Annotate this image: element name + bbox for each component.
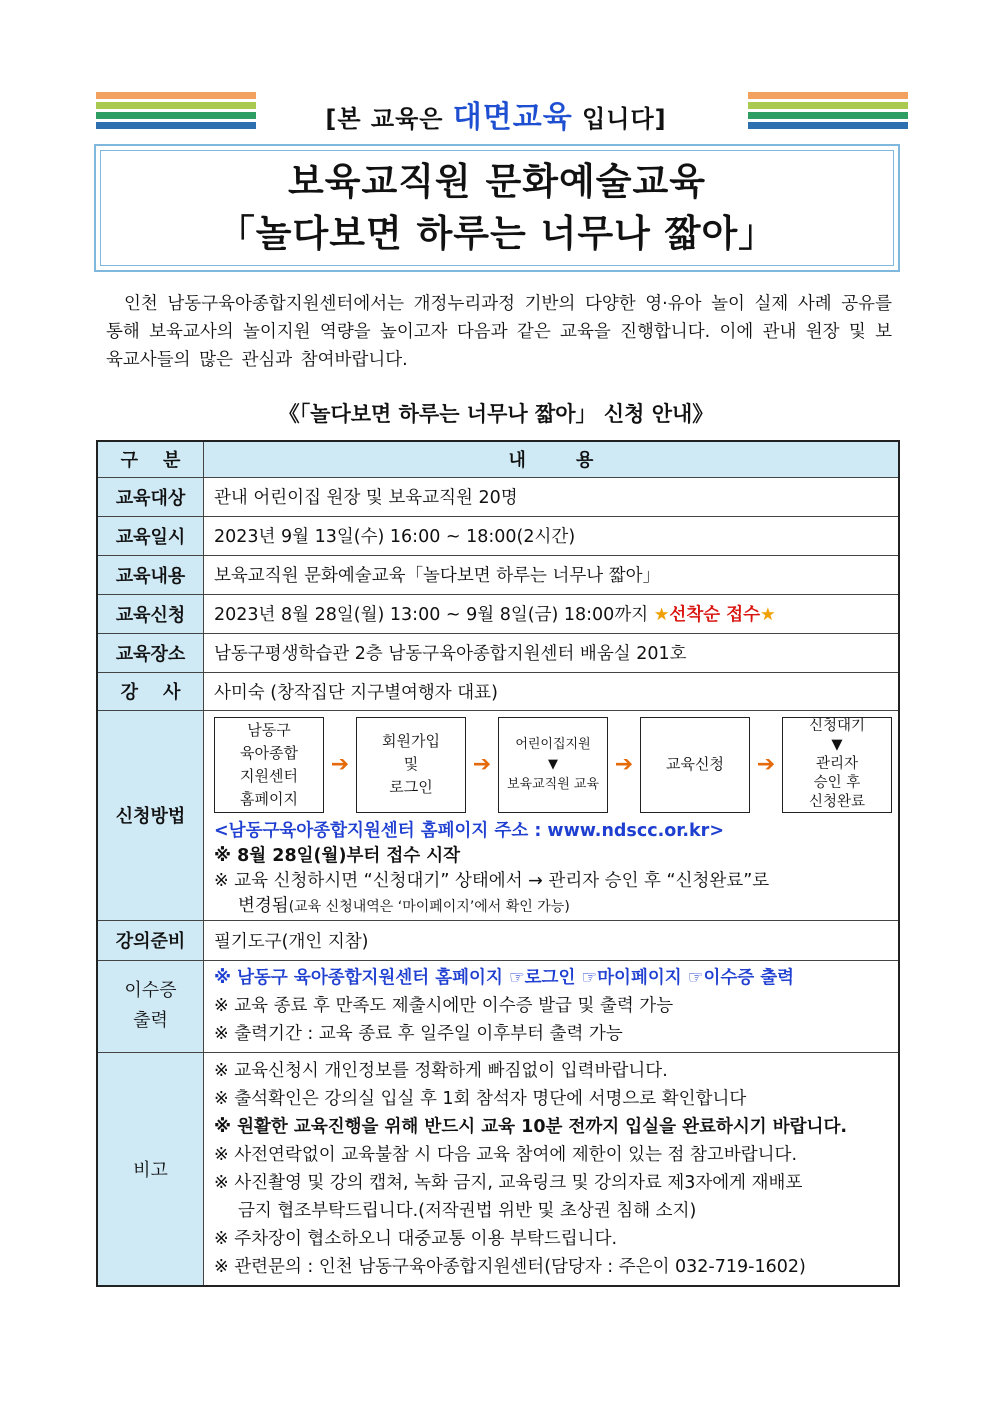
title-line-2: 「놀다보면 하루는 너무나 짧아」 xyxy=(217,212,777,255)
row-label-prep: 강의준비 xyxy=(97,920,204,960)
start-date-note: ※ 8월 28일(월)부터 접수 시작 xyxy=(214,845,461,866)
row-value-content: 보육교직원 문화예술교육「놀다보면 하루는 너무나 짧아」 xyxy=(204,555,900,594)
table-row xyxy=(97,633,899,672)
remark-line: ※ 주차장이 협소하오니 대중교통 이용 부탁드립니다. xyxy=(214,1228,618,1249)
star-icon: ★ xyxy=(760,605,776,625)
row-label-place: 교육장소 xyxy=(97,633,204,672)
remark-line: ※ 출석확인은 강의실 입실 후 1회 참석자 명단에 서명으로 확인합니다 xyxy=(214,1088,747,1109)
row-label-cert: 이수증 출력 xyxy=(97,960,204,1052)
notice-suffix: 입니다] xyxy=(582,105,667,133)
remark-line: ※ 사전연락없이 교육불참 시 다음 교육 참여에 제한이 있는 점 참고바랍니다. xyxy=(214,1144,798,1165)
section-subtitle: 《「놀다보면 하루는 너무나 짧아」 신청 안내》 xyxy=(278,402,714,426)
flow-step-signup: 회원가입 및 로그인 xyxy=(356,717,466,813)
cert-line-2: ※ 교육 종료 후 만족도 제출시에만 이수증 발급 및 출력 가능 xyxy=(214,996,674,1016)
row-label-method: 신청방법 xyxy=(97,710,204,920)
row-value-date: 2023년 9월 13일(수) 16:00 ~ 18:00(2시간) xyxy=(204,516,900,555)
row-label-lecturer: 강 사 xyxy=(97,672,204,710)
table-row xyxy=(97,1052,899,1286)
title-line-1: 보육교직원 문화예술교육 xyxy=(287,160,707,203)
notice-highlight: 대면교육 xyxy=(452,100,573,135)
table-row xyxy=(97,710,899,920)
table-row xyxy=(97,516,899,555)
table-row xyxy=(97,555,899,594)
table-header-row xyxy=(97,441,899,477)
arrow-right-icon: ➔ xyxy=(330,752,350,777)
status-note-cont: 변경됨(교육 신청내역은 ‘마이페이지’에서 확인 가능) xyxy=(238,895,570,916)
row-label-content: 교육내용 xyxy=(97,555,204,594)
table-row xyxy=(97,477,899,516)
row-value-remarks xyxy=(204,1052,900,1286)
remark-line: ※ 교육신청시 개인정보를 정확하게 빠짐없이 입력바랍니다. xyxy=(214,1060,668,1081)
triangle-down-icon: ▼ xyxy=(831,737,843,753)
row-value-lecturer: 사미숙 (창작집단 지구별여행자 대표) xyxy=(204,672,900,710)
star-icon: ★ xyxy=(653,605,670,625)
row-label-remarks: 비고 xyxy=(97,1052,204,1286)
remark-line: ※ 원활한 교육진행을 위해 반드시 교육 10분 전까지 입실을 완료하시기 바랍니다. xyxy=(214,1116,847,1137)
cert-line-3: ※ 출력기간 : 교육 종료 후 일주일 이후부터 출력 가능 xyxy=(214,1024,623,1044)
table-row xyxy=(97,920,899,960)
first-come-label: 선착순 접수 xyxy=(669,605,761,625)
apply-period: 2023년 8월 28일(월) 13:00 ~ 9월 8일(금) 18:00까지 xyxy=(214,605,649,625)
flow-step-homepage: 남동구 육아종합 지원센터 홈페이지 xyxy=(214,717,324,813)
row-label-target: 교육대상 xyxy=(97,477,204,516)
row-label-date: 교육일시 xyxy=(97,516,204,555)
row-value-target: 관내 어린이집 원장 및 보육교직원 20명 xyxy=(204,477,900,516)
row-value-apply xyxy=(204,594,900,633)
flow-step-approval: 신청대기 ▼ 관리자 승인 후 신청완료 xyxy=(782,717,892,813)
row-label-apply: 교육신청 xyxy=(97,594,204,633)
table-row xyxy=(97,960,899,1052)
arrow-right-icon: ➔ xyxy=(472,752,492,777)
row-value-prep: 필기도구(개인 지참) xyxy=(204,920,900,960)
remark-line: ※ 사진촬영 및 강의 캡쳐, 녹화 금지, 교육링크 및 강의자료 제3자에게 재배포 xyxy=(214,1172,803,1193)
remark-line: ※ 관련문의 : 인천 남동구육아종합지원센터(담당자 : 주은이 032-719-1602) xyxy=(214,1256,806,1277)
homepage-url-note: <남동구육아종합지원센터 홈페이지 주소 : www.ndscc.or.kr> xyxy=(214,820,724,841)
row-value-cert xyxy=(204,960,900,1052)
row-value-place: 남동구평생학습관 2층 남동구육아종합지원센터 배움실 201호 xyxy=(204,633,900,672)
intro-paragraph xyxy=(106,290,892,374)
format-notice xyxy=(0,92,992,136)
header-category: 구 분 xyxy=(97,441,204,477)
row-value-method xyxy=(204,710,900,920)
flow-step-menu: 어린이집지원 ▼ 보육교직원 교육 xyxy=(498,717,608,813)
notice-prefix: [본 교육은 xyxy=(325,105,444,133)
title-box xyxy=(94,144,900,272)
table-row xyxy=(97,594,899,633)
info-table xyxy=(96,440,900,1287)
arrow-right-icon: ➔ xyxy=(614,752,634,777)
triangle-down-icon: ▼ xyxy=(547,756,558,772)
status-note: ※ 교육 신청하시면 “신청대기” 상태에서 → 관리자 승인 후 “신청완료”로 xyxy=(214,870,770,891)
intro-text: 인천 남동구육아종합지원센터에서는 개정누리과정 기반의 다양한 영·유아 놀이 실제 사례 공유를 통해 보육교사의 놀이지원 역량을 높이고자 다음과 같은 교육을 진행합니다. 이에 관내 원장 및 보육교사들의 많은 관심과 참여바랍니다. xyxy=(106,294,892,370)
header-content: 내 용 xyxy=(204,441,900,477)
flow-step-apply: 교육신청 xyxy=(640,717,750,813)
cert-line-1: ※ 남동구 육아종합지원센터 홈페이지 ☞로그인 ☞마이페이지 ☞이수증 출력 xyxy=(214,968,795,988)
table-row xyxy=(97,672,899,710)
arrow-right-icon: ➔ xyxy=(756,752,776,777)
application-flow xyxy=(214,711,892,815)
remark-line: 금지 협조부탁드립니다.(저작권법 위반 및 초상권 침해 소지) xyxy=(238,1200,697,1221)
